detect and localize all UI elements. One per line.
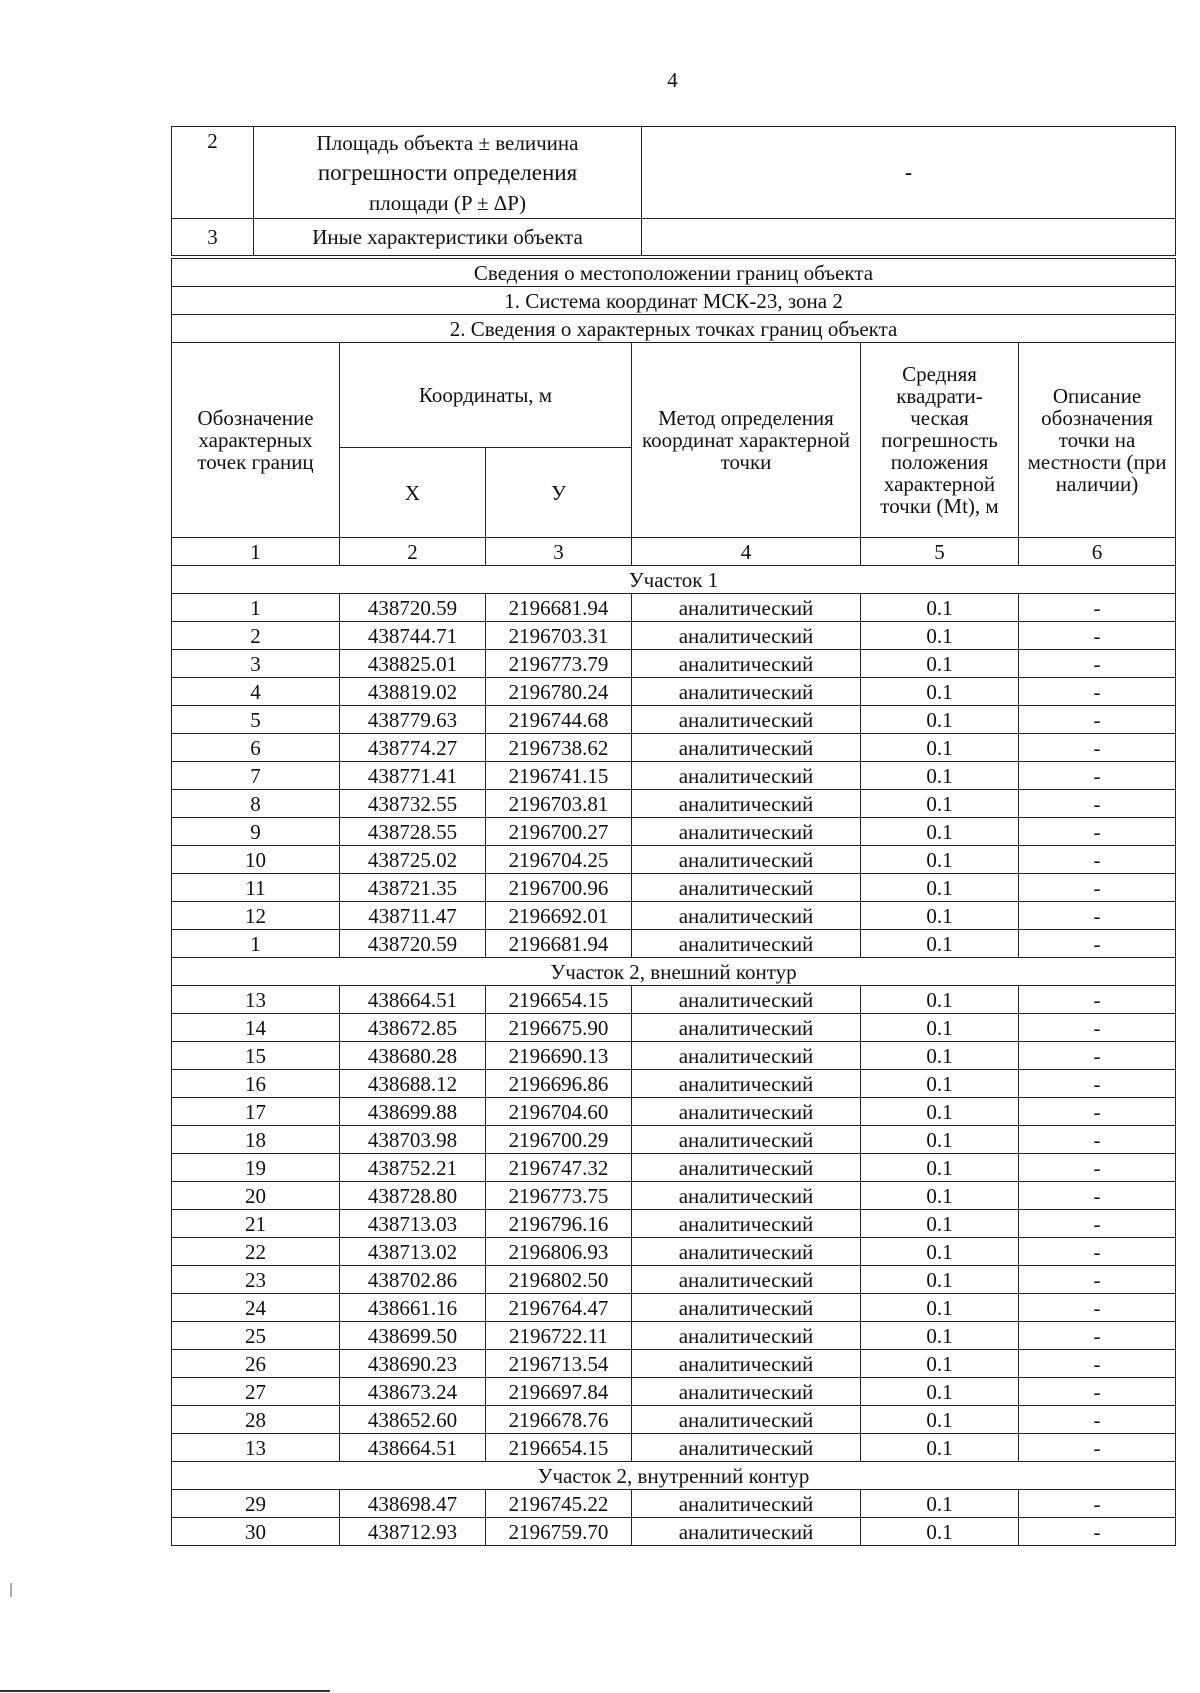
point-number: 29 <box>172 1490 340 1518</box>
table-row <box>172 1126 1176 1154</box>
error: 0.1 <box>861 762 1019 790</box>
other-characteristics-value <box>642 219 1176 256</box>
method: аналитический <box>632 1294 861 1322</box>
method: аналитический <box>632 650 861 678</box>
method: аналитический <box>632 1014 861 1042</box>
table-row <box>172 1294 1176 1322</box>
description: - <box>1019 650 1176 678</box>
coord-x: 438819.02 <box>340 678 486 706</box>
point-number: 15 <box>172 1042 340 1070</box>
table-row <box>172 874 1176 902</box>
table-row <box>172 1238 1176 1266</box>
error: 0.1 <box>861 706 1019 734</box>
error: 0.1 <box>861 1126 1019 1154</box>
description: - <box>1019 1210 1176 1238</box>
method: аналитический <box>632 1238 861 1266</box>
description: - <box>1019 874 1176 902</box>
description: - <box>1019 1434 1176 1462</box>
coord-y: 2196703.81 <box>486 790 632 818</box>
method: аналитический <box>632 1126 861 1154</box>
coord-y: 2196704.60 <box>486 1098 632 1126</box>
coord-y: 2196700.29 <box>486 1126 632 1154</box>
coord-y: 2196654.15 <box>486 986 632 1014</box>
error: 0.1 <box>861 1154 1019 1182</box>
column-number-row <box>172 538 1176 566</box>
section-title-row <box>172 315 1176 343</box>
coord-y: 2196773.75 <box>486 1182 632 1210</box>
description: - <box>1019 762 1176 790</box>
coord-y: 2196681.94 <box>486 594 632 622</box>
method: аналитический <box>632 1154 861 1182</box>
coord-y: 2196764.47 <box>486 1294 632 1322</box>
coord-x: 438744.71 <box>340 622 486 650</box>
area-row <box>172 127 1176 219</box>
coord-x: 438680.28 <box>340 1042 486 1070</box>
coord-x: 438779.63 <box>340 706 486 734</box>
header-row <box>172 343 1176 448</box>
header-x: X <box>340 448 486 538</box>
area-label <box>254 127 642 219</box>
description: - <box>1019 1322 1176 1350</box>
error: 0.1 <box>861 1518 1019 1546</box>
error: 0.1 <box>861 874 1019 902</box>
error: 0.1 <box>861 818 1019 846</box>
coord-x: 438673.24 <box>340 1378 486 1406</box>
error: 0.1 <box>861 1406 1019 1434</box>
error: 0.1 <box>861 902 1019 930</box>
description: - <box>1019 1182 1176 1210</box>
error: 0.1 <box>861 1322 1019 1350</box>
description: - <box>1019 818 1176 846</box>
coord-y: 2196741.15 <box>486 762 632 790</box>
method: аналитический <box>632 1070 861 1098</box>
method: аналитический <box>632 930 861 958</box>
point-number: 5 <box>172 706 340 734</box>
point-number: 8 <box>172 790 340 818</box>
error: 0.1 <box>861 1294 1019 1322</box>
description: - <box>1019 790 1176 818</box>
point-number: 12 <box>172 902 340 930</box>
description: - <box>1019 1154 1176 1182</box>
point-number: 27 <box>172 1378 340 1406</box>
point-number: 25 <box>172 1322 340 1350</box>
coord-x: 438752.21 <box>340 1154 486 1182</box>
table-row <box>172 1042 1176 1070</box>
method: аналитический <box>632 1518 861 1546</box>
header-error: Средняя квадрати- ческая погрешность положения характерной точки (Mt), м <box>861 343 1019 538</box>
coord-y: 2196713.54 <box>486 1350 632 1378</box>
coord-y: 2196806.93 <box>486 1238 632 1266</box>
point-number: 3 <box>172 650 340 678</box>
method: аналитический <box>632 986 861 1014</box>
coord-x: 438690.23 <box>340 1350 486 1378</box>
error: 0.1 <box>861 846 1019 874</box>
table-row <box>172 1098 1176 1126</box>
point-number: 4 <box>172 678 340 706</box>
coord-x: 438725.02 <box>340 846 486 874</box>
description: - <box>1019 1266 1176 1294</box>
column-number: 4 <box>632 538 861 566</box>
coord-y: 2196700.27 <box>486 818 632 846</box>
error: 0.1 <box>861 1042 1019 1070</box>
coord-x: 438713.02 <box>340 1238 486 1266</box>
method: аналитический <box>632 1182 861 1210</box>
footer-line <box>0 1690 330 1692</box>
coord-y: 2196678.76 <box>486 1406 632 1434</box>
boundary-points-table <box>171 258 1176 1546</box>
coord-x: 438702.86 <box>340 1266 486 1294</box>
area-value: - <box>642 127 1176 219</box>
error: 0.1 <box>861 930 1019 958</box>
coord-y: 2196697.84 <box>486 1378 632 1406</box>
coord-x: 438774.27 <box>340 734 486 762</box>
error: 0.1 <box>861 1350 1019 1378</box>
scan-mark <box>10 1583 12 1597</box>
table-row <box>172 1434 1176 1462</box>
method: аналитический <box>632 874 861 902</box>
point-number: 14 <box>172 1014 340 1042</box>
coord-x: 438771.41 <box>340 762 486 790</box>
error: 0.1 <box>861 1238 1019 1266</box>
table-row <box>172 1378 1176 1406</box>
table-row <box>172 594 1176 622</box>
method: аналитический <box>632 622 861 650</box>
area-label-line: площади (P ± ΔP) <box>369 190 526 215</box>
description: - <box>1019 1070 1176 1098</box>
coord-y: 2196796.16 <box>486 1210 632 1238</box>
point-number: 26 <box>172 1350 340 1378</box>
error: 0.1 <box>861 650 1019 678</box>
description: - <box>1019 622 1176 650</box>
description: - <box>1019 1490 1176 1518</box>
table-row <box>172 1014 1176 1042</box>
coord-x: 438661.16 <box>340 1294 486 1322</box>
row-number: 2 <box>172 127 254 219</box>
error: 0.1 <box>861 734 1019 762</box>
description: - <box>1019 594 1176 622</box>
error: 0.1 <box>861 790 1019 818</box>
method: аналитический <box>632 1350 861 1378</box>
header-description: Описание обозначения точки на местности (при наличии) <box>1019 343 1176 538</box>
coord-x: 438664.51 <box>340 1434 486 1462</box>
coord-x: 438728.80 <box>340 1182 486 1210</box>
row-number: 3 <box>172 219 254 256</box>
coord-x: 438728.55 <box>340 818 486 846</box>
method: аналитический <box>632 1098 861 1126</box>
column-number: 1 <box>172 538 340 566</box>
point-number: 18 <box>172 1126 340 1154</box>
coord-y: 2196744.68 <box>486 706 632 734</box>
coord-x: 438721.35 <box>340 874 486 902</box>
table-row <box>172 790 1176 818</box>
description: - <box>1019 734 1176 762</box>
description: - <box>1019 1406 1176 1434</box>
points-title: 2. Сведения о характерных точках границ объекта <box>172 315 1176 343</box>
coord-x: 438664.51 <box>340 986 486 1014</box>
point-number: 9 <box>172 818 340 846</box>
point-number: 13 <box>172 986 340 1014</box>
description: - <box>1019 1014 1176 1042</box>
point-number: 13 <box>172 1434 340 1462</box>
other-characteristics-label: Иные характеристики объекта <box>254 219 642 256</box>
column-number: 3 <box>486 538 632 566</box>
description: - <box>1019 1238 1176 1266</box>
column-number: 2 <box>340 538 486 566</box>
method: аналитический <box>632 1378 861 1406</box>
coordinate-system-title: 1. Система координат МСК-23, зона 2 <box>172 287 1176 315</box>
table-row <box>172 1182 1176 1210</box>
coord-x: 438825.01 <box>340 650 486 678</box>
coord-y: 2196681.94 <box>486 930 632 958</box>
description: - <box>1019 930 1176 958</box>
point-number: 1 <box>172 930 340 958</box>
point-number: 7 <box>172 762 340 790</box>
coord-x: 438688.12 <box>340 1070 486 1098</box>
header-y: У <box>486 448 632 538</box>
parcel-title-row <box>172 958 1176 986</box>
coord-y: 2196747.32 <box>486 1154 632 1182</box>
parcel-title: Участок 2, внутренний контур <box>172 1462 1176 1490</box>
coord-x: 438703.98 <box>340 1126 486 1154</box>
error: 0.1 <box>861 594 1019 622</box>
description: - <box>1019 1098 1176 1126</box>
coord-x: 438698.47 <box>340 1490 486 1518</box>
description: - <box>1019 902 1176 930</box>
error: 0.1 <box>861 1210 1019 1238</box>
method: аналитический <box>632 734 861 762</box>
description: - <box>1019 678 1176 706</box>
coord-y: 2196773.79 <box>486 650 632 678</box>
table-row <box>172 678 1176 706</box>
header-coordinates: Координаты, м <box>340 343 632 448</box>
column-number: 6 <box>1019 538 1176 566</box>
table-row <box>172 1154 1176 1182</box>
point-number: 16 <box>172 1070 340 1098</box>
method: аналитический <box>632 706 861 734</box>
coord-y: 2196802.50 <box>486 1266 632 1294</box>
column-number: 5 <box>861 538 1019 566</box>
coord-y: 2196703.31 <box>486 622 632 650</box>
method: аналитический <box>632 902 861 930</box>
table-row <box>172 902 1176 930</box>
other-characteristics-row <box>172 219 1176 256</box>
table-row <box>172 734 1176 762</box>
table-row <box>172 1266 1176 1294</box>
table-row <box>172 1406 1176 1434</box>
coord-x: 438652.60 <box>340 1406 486 1434</box>
coord-y: 2196692.01 <box>486 902 632 930</box>
header-point-designation: Обозначение характерных точек границ <box>172 343 340 538</box>
point-number: 17 <box>172 1098 340 1126</box>
table-row <box>172 1350 1176 1378</box>
method: аналитический <box>632 1434 861 1462</box>
coord-y: 2196690.13 <box>486 1042 632 1070</box>
error: 0.1 <box>861 1266 1019 1294</box>
method: аналитический <box>632 1042 861 1070</box>
method: аналитический <box>632 594 861 622</box>
coord-y: 2196700.96 <box>486 874 632 902</box>
page-number: 4 <box>667 68 678 92</box>
coord-y: 2196696.86 <box>486 1070 632 1098</box>
description: - <box>1019 1350 1176 1378</box>
error: 0.1 <box>861 1098 1019 1126</box>
coord-x: 438711.47 <box>340 902 486 930</box>
coord-y: 2196759.70 <box>486 1518 632 1546</box>
table-row <box>172 930 1176 958</box>
table-row <box>172 1490 1176 1518</box>
parcel-title-row <box>172 1462 1176 1490</box>
error: 0.1 <box>861 1014 1019 1042</box>
coord-x: 438712.93 <box>340 1518 486 1546</box>
point-number: 1 <box>172 594 340 622</box>
coord-x: 438732.55 <box>340 790 486 818</box>
coord-y: 2196675.90 <box>486 1014 632 1042</box>
table-row <box>172 650 1176 678</box>
error: 0.1 <box>861 1490 1019 1518</box>
coord-x: 438699.50 <box>340 1322 486 1350</box>
method: аналитический <box>632 1210 861 1238</box>
method: аналитический <box>632 1490 861 1518</box>
coord-x: 438720.59 <box>340 930 486 958</box>
point-number: 2 <box>172 622 340 650</box>
table-row <box>172 1322 1176 1350</box>
description: - <box>1019 1042 1176 1070</box>
coord-x: 438672.85 <box>340 1014 486 1042</box>
method: аналитический <box>632 1322 861 1350</box>
area-label-line: погрешности определения <box>317 159 578 185</box>
coord-y: 2196738.62 <box>486 734 632 762</box>
error: 0.1 <box>861 622 1019 650</box>
point-number: 23 <box>172 1266 340 1294</box>
description: - <box>1019 1518 1176 1546</box>
coord-y: 2196704.25 <box>486 846 632 874</box>
parcel-title-row <box>172 566 1176 594</box>
method: аналитический <box>632 818 861 846</box>
coord-x: 438720.59 <box>340 594 486 622</box>
coord-y: 2196745.22 <box>486 1490 632 1518</box>
method: аналитический <box>632 1266 861 1294</box>
description: - <box>1019 986 1176 1014</box>
table-row <box>172 762 1176 790</box>
method: аналитический <box>632 1406 861 1434</box>
parcel-title: Участок 2, внешний контур <box>172 958 1176 986</box>
description: - <box>1019 846 1176 874</box>
table-row <box>172 1518 1176 1546</box>
table-row <box>172 846 1176 874</box>
coord-x: 438699.88 <box>340 1098 486 1126</box>
coord-y: 2196722.11 <box>486 1322 632 1350</box>
description: - <box>1019 1126 1176 1154</box>
description: - <box>1019 706 1176 734</box>
table-row <box>172 1210 1176 1238</box>
point-number: 21 <box>172 1210 340 1238</box>
point-number: 6 <box>172 734 340 762</box>
method: аналитический <box>632 762 861 790</box>
point-number: 30 <box>172 1518 340 1546</box>
table-row <box>172 1070 1176 1098</box>
point-number: 19 <box>172 1154 340 1182</box>
description: - <box>1019 1378 1176 1406</box>
error: 0.1 <box>861 678 1019 706</box>
point-number: 20 <box>172 1182 340 1210</box>
error: 0.1 <box>861 1070 1019 1098</box>
section-title-row <box>172 259 1176 287</box>
object-characteristics-table <box>171 126 1176 256</box>
section-title-row <box>172 287 1176 315</box>
coord-x: 438713.03 <box>340 1210 486 1238</box>
location-title: Сведения о местоположении границ объекта <box>172 259 1176 287</box>
coord-y: 2196654.15 <box>486 1434 632 1462</box>
error: 0.1 <box>861 1378 1019 1406</box>
table-row <box>172 986 1176 1014</box>
point-number: 28 <box>172 1406 340 1434</box>
table-row <box>172 622 1176 650</box>
method: аналитический <box>632 790 861 818</box>
error: 0.1 <box>861 1182 1019 1210</box>
method: аналитический <box>632 678 861 706</box>
error: 0.1 <box>861 986 1019 1014</box>
header-method: Метод определения координат характерной точки <box>632 343 861 538</box>
description: - <box>1019 1294 1176 1322</box>
coord-y: 2196780.24 <box>486 678 632 706</box>
area-label-line: Площадь объекта ± величина <box>316 130 579 155</box>
error: 0.1 <box>861 1434 1019 1462</box>
point-number: 10 <box>172 846 340 874</box>
point-number: 22 <box>172 1238 340 1266</box>
point-number: 24 <box>172 1294 340 1322</box>
method: аналитический <box>632 846 861 874</box>
table-row <box>172 706 1176 734</box>
table-row <box>172 818 1176 846</box>
parcel-title: Участок 1 <box>172 566 1176 594</box>
point-number: 11 <box>172 874 340 902</box>
